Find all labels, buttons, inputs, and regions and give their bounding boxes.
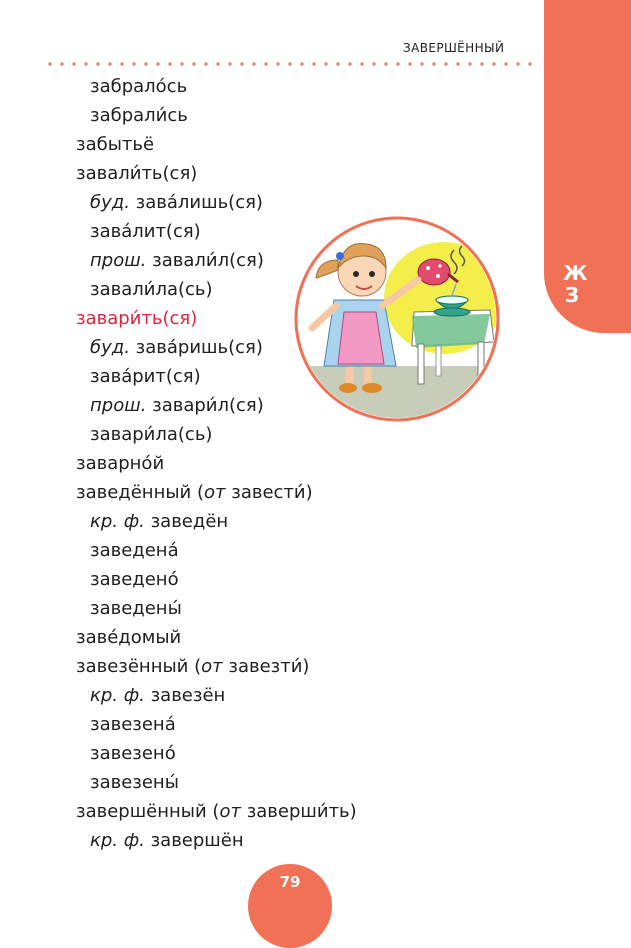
dictionary-entry <box>76 565 406 594</box>
rule-dot <box>84 62 87 65</box>
entry-word: зава́рит(ся) <box>90 366 201 387</box>
rule-dot <box>144 62 147 65</box>
source-word: завести́ <box>231 482 306 503</box>
rule-dot <box>276 62 279 65</box>
entry-word: завершённый <box>76 801 207 822</box>
dictionary-entry: завезённый (от завезти́) <box>76 656 310 677</box>
rule-dot <box>228 62 231 65</box>
entry-word: заведены́ <box>90 598 182 619</box>
dictionary-entry <box>76 130 406 159</box>
dictionary-entry: заведённый (от завести́) <box>76 482 313 503</box>
grammar-label: буд. <box>90 192 130 213</box>
entry-word: завари́л(ся) <box>152 395 264 416</box>
rule-dot <box>216 62 219 65</box>
entry-word: завари́ла(сь) <box>90 424 213 445</box>
grammar-label: прош. <box>90 395 147 416</box>
rule-dot <box>264 62 267 65</box>
dictionary-entry <box>76 159 406 188</box>
dictionary-entry <box>76 710 406 739</box>
dictionary-entry <box>76 681 406 710</box>
entry-list <box>76 72 406 855</box>
rule-dot <box>408 62 411 65</box>
rule-dot <box>396 62 399 65</box>
rule-dot <box>336 62 339 65</box>
alphabet-letter: З <box>564 283 580 307</box>
rule-dot <box>132 62 135 65</box>
rule-dot <box>432 62 435 65</box>
entry-word: забытьё <box>76 134 155 155</box>
rule-dot <box>360 62 363 65</box>
source-word: заверши́ть <box>246 801 350 822</box>
rule-dot <box>312 62 315 65</box>
entry-word: забрало́сь <box>90 76 188 97</box>
rule-dot <box>60 62 63 65</box>
rule-dot <box>180 62 183 65</box>
rule-dot <box>204 62 207 65</box>
entry-word: завали́ла(сь) <box>90 279 213 300</box>
entry-word: завали́л(ся) <box>152 250 264 271</box>
rule-dot <box>108 62 111 65</box>
rule-dot <box>192 62 195 65</box>
dotted-rule <box>48 60 538 68</box>
dictionary-entry <box>76 507 406 536</box>
rule-dot <box>48 62 51 65</box>
rule-dot <box>96 62 99 65</box>
entry-word: завезены́ <box>90 772 179 793</box>
rule-dot <box>72 62 75 65</box>
entry-word: зава́ришь(ся) <box>135 337 263 358</box>
entry-word: заведено́ <box>90 569 179 590</box>
grammar-label: кр. ф. <box>90 511 145 532</box>
dictionary-entry <box>76 536 406 565</box>
rule-dot <box>420 62 423 65</box>
source-word: завезти́ <box>228 656 303 677</box>
grammar-label: буд. <box>90 337 130 358</box>
grammar-label: кр. ф. <box>90 685 145 706</box>
alphabet-side-tab <box>544 0 631 333</box>
entry-word: завезённый <box>76 656 189 677</box>
dictionary-entry <box>76 72 406 101</box>
rule-dot <box>444 62 447 65</box>
rule-dot <box>468 62 471 65</box>
rule-dot <box>300 62 303 65</box>
rule-dot <box>120 62 123 65</box>
rule-dot <box>240 62 243 65</box>
rule-dot <box>480 62 483 65</box>
rule-dot <box>348 62 351 65</box>
entry-word: завершён <box>150 830 244 851</box>
grammar-label: кр. ф. <box>90 830 145 851</box>
rule-dot <box>504 62 507 65</box>
rule-dot <box>384 62 387 65</box>
dictionary-entry <box>76 826 406 855</box>
entry-word: заведённый <box>76 482 192 503</box>
entry-word: заведён <box>150 511 229 532</box>
alphabet-letters <box>563 261 588 307</box>
source-label: от <box>201 656 223 677</box>
grammar-label: прош. <box>90 250 147 271</box>
dictionary-entry <box>76 101 406 130</box>
dictionary-entry <box>76 594 406 623</box>
dictionary-entry <box>76 420 406 449</box>
dictionary-entry <box>76 768 406 797</box>
rule-dot <box>528 62 531 65</box>
rule-dot <box>324 62 327 65</box>
dictionary-entry <box>76 623 406 652</box>
entry-word: завали́ть(ся) <box>76 163 198 184</box>
dictionary-entry <box>76 188 406 217</box>
entry-word: завари́ть(ся) <box>76 308 198 329</box>
entry-word: забрали́сь <box>90 105 188 126</box>
rule-dot <box>156 62 159 65</box>
rule-dot <box>288 62 291 65</box>
source-label: от <box>219 801 241 822</box>
source-label: от <box>204 482 226 503</box>
entry-word: заведена́ <box>90 540 179 561</box>
rule-dot <box>456 62 459 65</box>
dictionary-entry: завершённый (от заверши́ть) <box>76 801 357 822</box>
entry-word: завезено́ <box>90 743 176 764</box>
dictionary-entry <box>76 449 406 478</box>
entry-word: завезена́ <box>90 714 176 735</box>
rule-dot <box>168 62 171 65</box>
rule-dot <box>516 62 519 65</box>
alphabet-letter: Ж <box>563 261 588 285</box>
rule-dot <box>252 62 255 65</box>
entry-word: заварно́й <box>76 453 165 474</box>
entry-word: заве́домый <box>76 627 182 648</box>
dictionary-entry <box>76 739 406 768</box>
rule-dot <box>372 62 375 65</box>
rule-dot <box>492 62 495 65</box>
girl-making-tea-illustration <box>294 216 500 422</box>
entry-word: завезён <box>150 685 226 706</box>
entry-word: зава́лит(ся) <box>90 221 201 242</box>
page-number: 79 <box>279 873 301 891</box>
entry-word: зава́лишь(ся) <box>135 192 263 213</box>
running-head: ЗАВЕРШЁННЫЙ <box>403 41 505 55</box>
